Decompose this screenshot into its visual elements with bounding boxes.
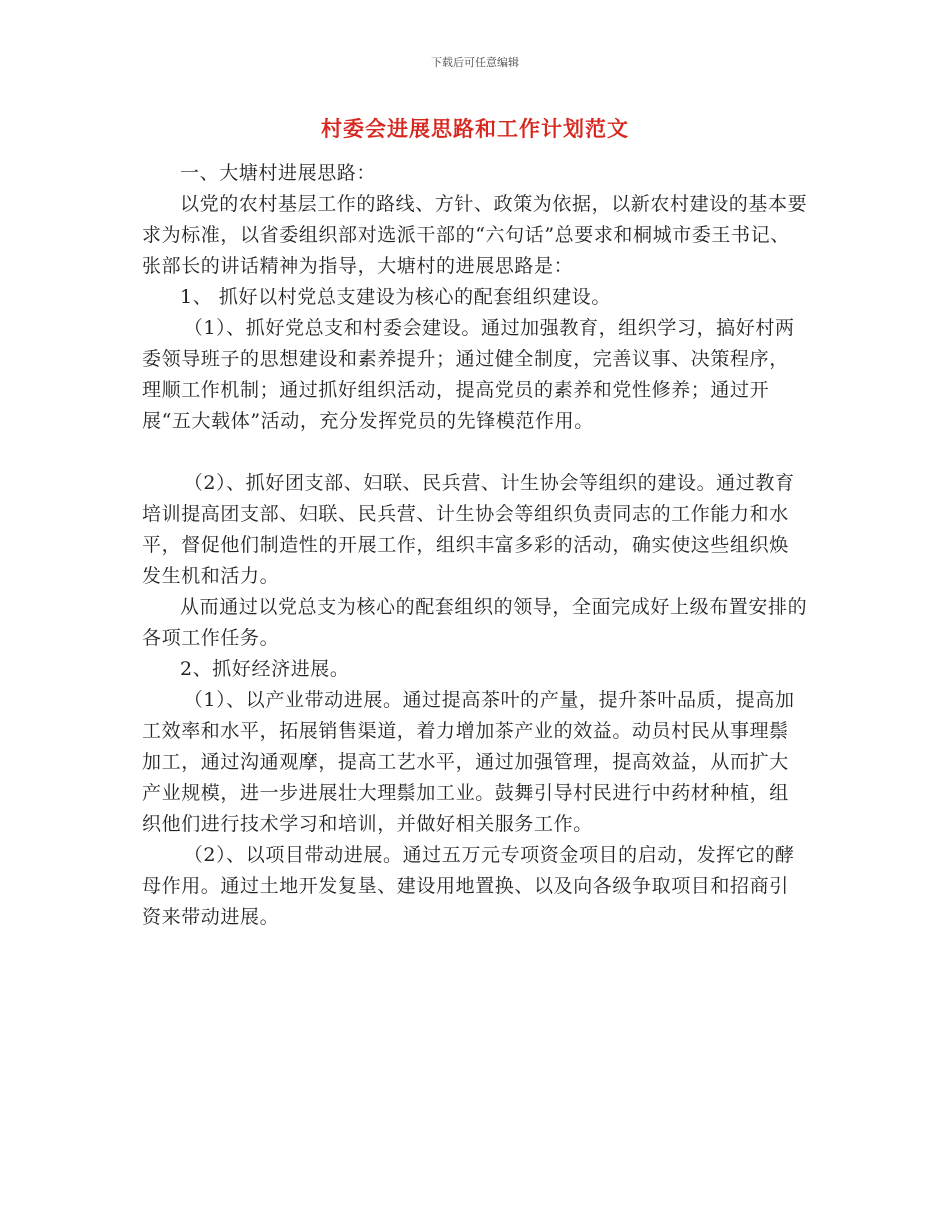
- page-header-note: 下载后可任意编辑: [431, 56, 519, 69]
- item-heading-2: 2、抓好经济进展。: [180, 658, 350, 680]
- sub-item-2-1: （1）、以产业带动进展。通过提高茶叶的产量，提升茶叶品质，提高加工效率和水平，拓展销售渠道，着力增加茶产业的效益。动员村民从事理鬃加工，通过沟通观摩，提高工艺水平，通过加强管理，提高效益，从而扩大产业规模，进一步进展壮大理鬃加工业。鼓舞引导村民进行中药材种植，组织他们进行技术学习和培训，并做好相关服务工作。: [142, 689, 795, 835]
- sub-item-1-2: （2）、抓好团支部、妇联、民兵营、计生协会等组织的建设。通过教育培训提高团支部、妇联、民兵营、计生协会等组织负责同志的工作能力和水平，督促他们制造性的开展工作，组织丰富多彩的活动，确实使这些组织焕发生机和活力。: [142, 472, 795, 587]
- section-heading-1: 一、大塘村进展思路：: [180, 162, 377, 184]
- sub-item-2-2: （2）、以项目带动进展。通过五万元专项资金项目的启动，发挥它的酵母作用。通过土地开发复垦、建设用地置换、以及向各级争取项目和招商引资来带动进展。: [142, 844, 795, 928]
- item-heading-1: 1、 抓好以村党总支建设为核心的配套组织建设。: [180, 286, 611, 308]
- paragraph-summary: 从而通过以党总支为核心的配套组织的领导，全面完成好上级布置安排的各项工作任务。: [142, 596, 808, 649]
- paragraph-intro: 以党的农村基层工作的路线、方针、政策为依据，以新农村建设的基本要求为标准，以省委组织部对选派干部的“六句话”总要求和桐城市委王书记、张部长的讲话精神为指导，大塘村的进展思路是：: [142, 193, 808, 277]
- document-body: [142, 158, 808, 933]
- sub-item-1-1: （1）、抓好党总支和村委会建设。通过加强教育，组织学习，搞好村两委领导班子的思想建设和素养提升；通过健全制度，完善议事、决策程序，理顺工作机制；通过抓好组织活动，提高党员的素养和党性修养；通过开展“五大载体”活动，充分发挥党员的先锋模范作用。: [142, 317, 795, 432]
- document-title: 村委会进展思路和工作计划范文: [321, 117, 629, 141]
